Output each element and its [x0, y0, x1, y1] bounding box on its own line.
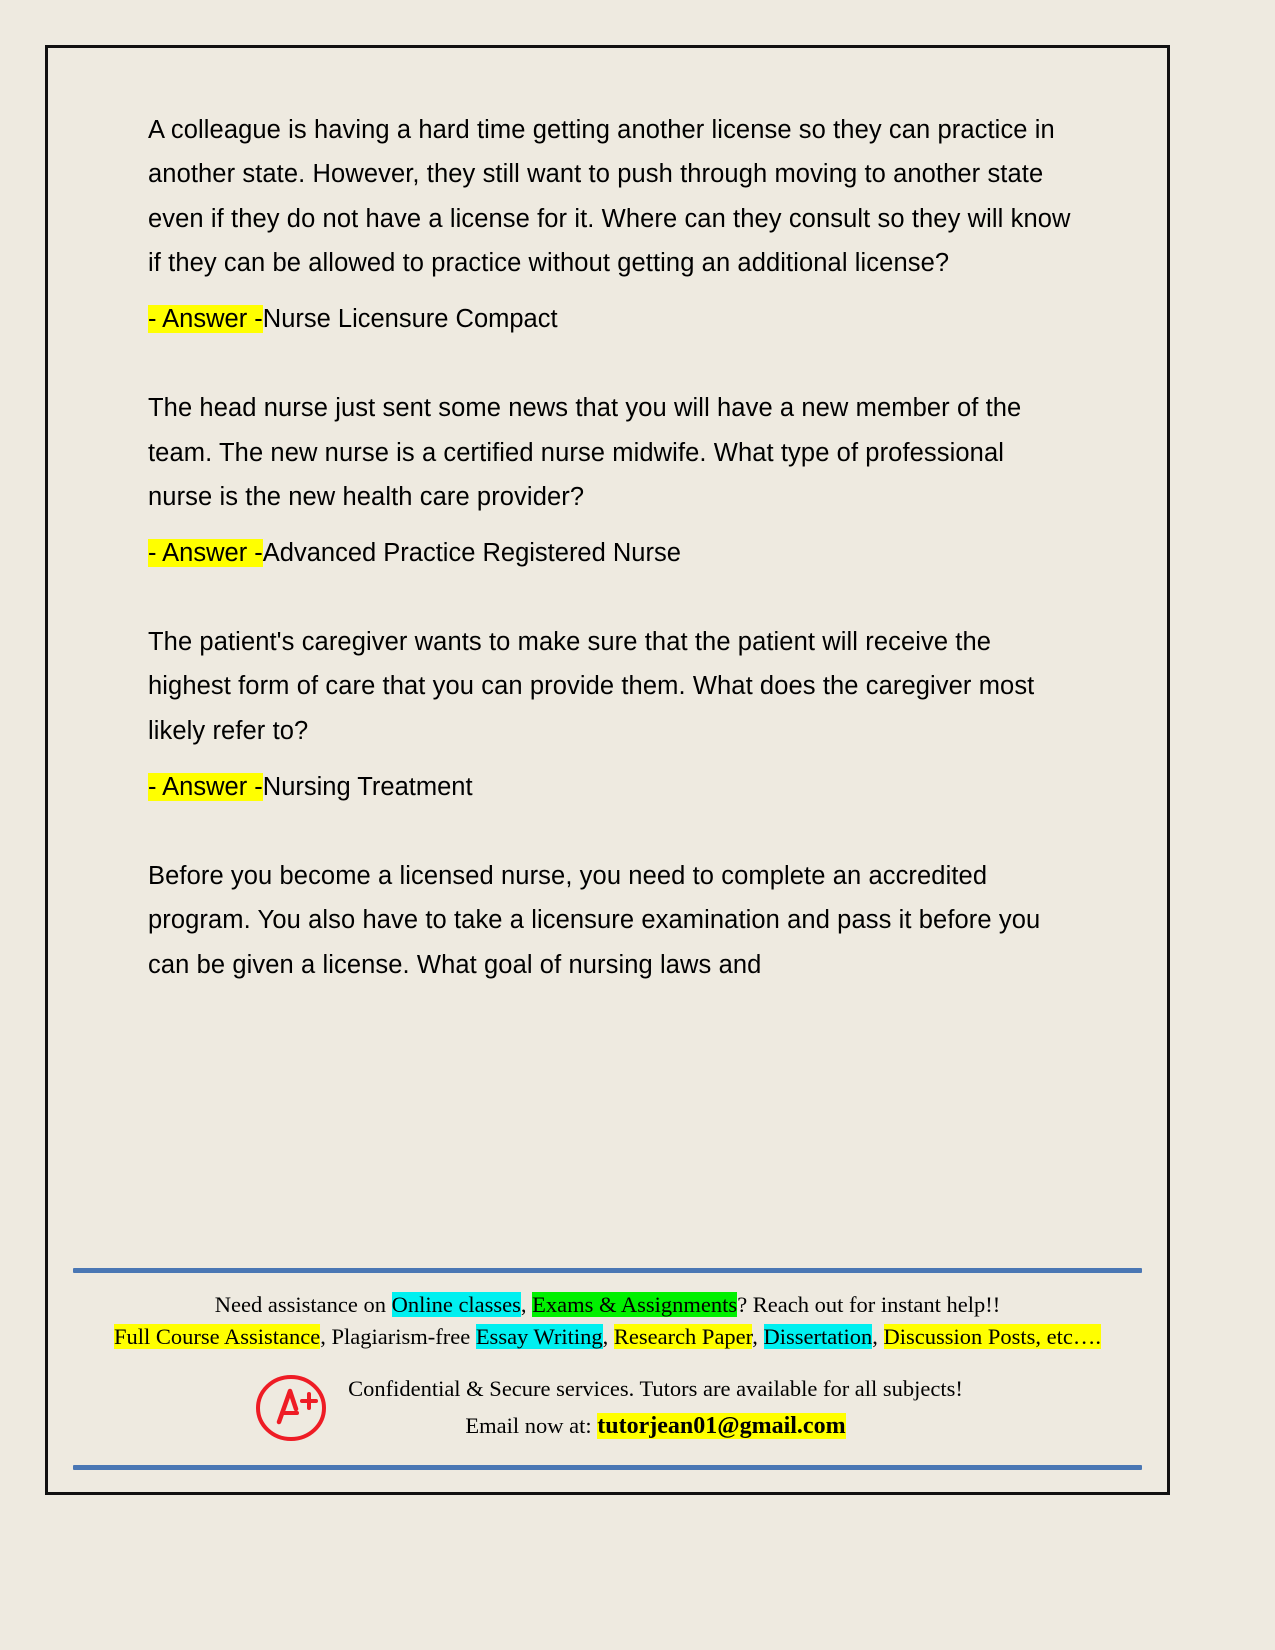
- footer-line-2: [73, 1321, 1142, 1353]
- answer-line: [148, 299, 1082, 340]
- footer-text-mid: ,: [520, 1292, 533, 1318]
- footer-contact-row: [73, 1369, 1142, 1447]
- question-text: The patient's caregiver wants to make sure that the patient will receive the highest form of care that you can provide them. What does the caregiver most likely refer to?: [148, 628, 1035, 745]
- footer-text-3: ,: [752, 1324, 764, 1350]
- page-footer: [48, 1268, 1167, 1492]
- footer-highlight-exams-assignments: Exams & Assignments: [532, 1292, 738, 1318]
- footer-email-address[interactable]: tutorjean01@gmail.com: [597, 1412, 846, 1439]
- footer-line-1: [73, 1289, 1142, 1321]
- qa-item: [148, 854, 1082, 987]
- answer-text: Nurse Licensure Compact: [262, 305, 558, 334]
- footer-divider-bottom: [73, 1465, 1142, 1470]
- qa-item: [148, 386, 1082, 574]
- footer-text-2: ,: [602, 1324, 614, 1350]
- qa-item: [148, 620, 1082, 808]
- document-page: [45, 45, 1170, 1495]
- question-text: Before you become a licensed nurse, you need to complete an accredited program. You also have to take a licensure examination and pass it before you can be given a license. What goal of nursing laws and: [148, 861, 1041, 979]
- document-content: [48, 48, 1167, 987]
- footer-divider-top: [73, 1268, 1142, 1273]
- footer-tagline: Confidential & Secure services. Tutors are available for all subjects!: [348, 1375, 963, 1401]
- footer-text-4: ,: [872, 1324, 884, 1350]
- footer-highlight-essay-writing: Essay Writing: [475, 1324, 603, 1350]
- footer-highlight-online-classes: Online classes: [391, 1292, 521, 1318]
- footer-email-prefix: Email now at:: [465, 1412, 592, 1438]
- footer-text-1: , Plagiarism-free: [320, 1324, 476, 1350]
- question-text: A colleague is having a hard time getting another license so they can practice in another state. However, they still want to push through moving to another state even if they do not have a license for it. Where can they consult so they will know if they can be allowed to practice without getting an additional license?: [148, 116, 1071, 278]
- answer-label: - Answer -: [148, 539, 263, 568]
- answer-label: - Answer -: [148, 773, 263, 802]
- footer-highlight-full-course: Full Course Assistance: [113, 1324, 321, 1350]
- footer-contact-text: [348, 1371, 963, 1445]
- footer-highlight-discussion-posts: Discussion Posts, etc….: [883, 1324, 1102, 1350]
- answer-text: Advanced Practice Registered Nurse: [262, 539, 681, 568]
- a-plus-grade-icon: [252, 1369, 330, 1447]
- footer-text-pre: Need assistance on: [214, 1292, 392, 1318]
- answer-text: Nursing Treatment: [262, 773, 473, 802]
- footer-email-row: [348, 1407, 963, 1445]
- footer-highlight-dissertation: Dissertation: [763, 1324, 873, 1350]
- footer-highlight-research-paper: Research Paper: [613, 1324, 753, 1350]
- answer-label: - Answer -: [148, 305, 263, 334]
- answer-line: [148, 533, 1082, 574]
- question-text: The head nurse just sent some news that you will have a new member of the team. The new nurse is a certified nurse midwife. What type of professional nurse is the new health care provider?: [148, 394, 1022, 511]
- footer-text-post: ? Reach out for instant help!!: [737, 1292, 1001, 1318]
- qa-item: [148, 108, 1082, 340]
- answer-line: [148, 767, 1082, 808]
